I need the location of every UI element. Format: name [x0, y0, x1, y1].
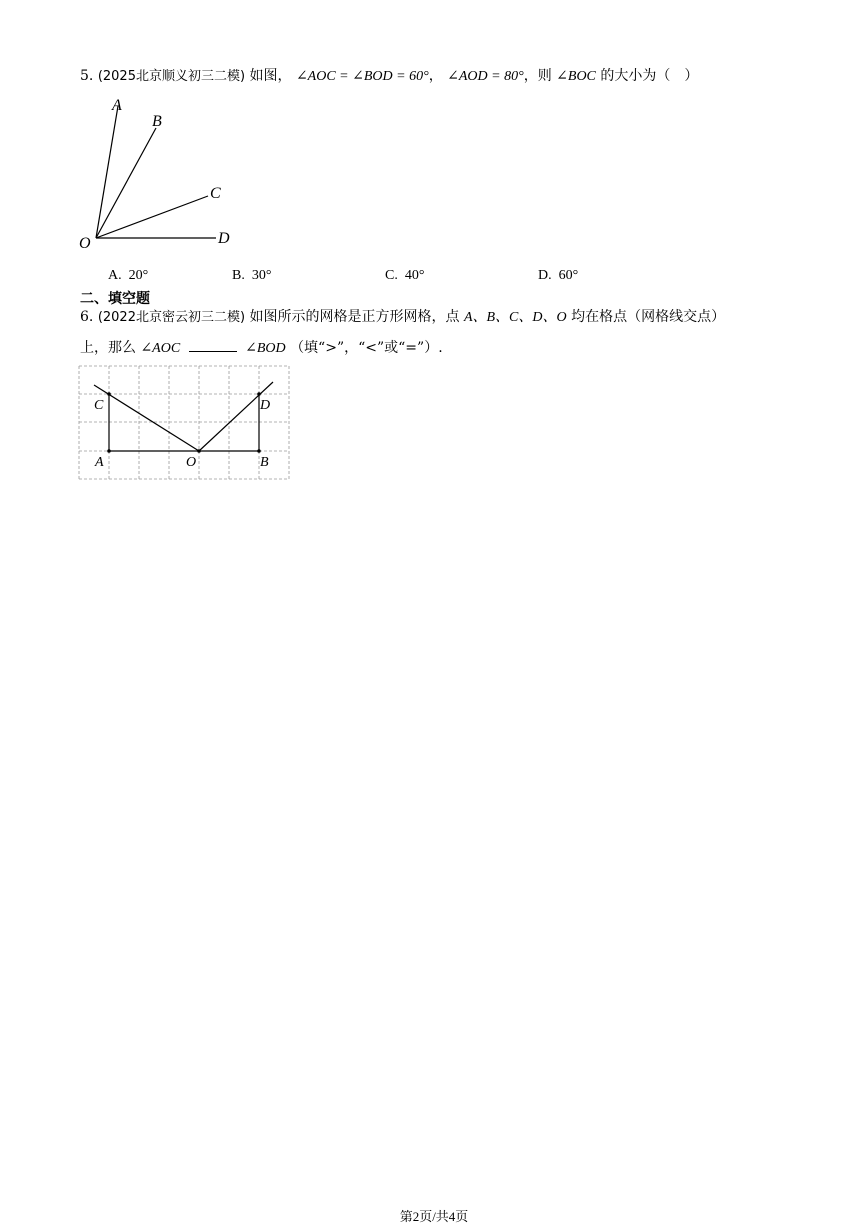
label-o: O: [79, 235, 91, 252]
q6-text-tail: 均在格点（网格线交点）: [571, 309, 726, 325]
ray-oc: [96, 196, 208, 238]
q5-choice-a[interactable]: [108, 268, 148, 284]
q6-angle-bod: ∠BOD: [245, 341, 286, 356]
grid-points: [107, 392, 261, 453]
choice-letter: B.: [232, 268, 245, 283]
q6-number: 6.: [80, 309, 94, 325]
choice-value: 30°: [251, 268, 272, 283]
choice-letter: C.: [385, 268, 398, 283]
ray-od: [199, 382, 273, 451]
q5-separator-2: ，则: [523, 68, 552, 84]
choice-letter: A.: [108, 268, 122, 283]
q5-choice-b[interactable]: [232, 268, 271, 284]
q6-points: A、B、C、D、O: [463, 310, 567, 325]
q5-source: (2025北京顺义初三二模): [97, 69, 246, 84]
q6-stem-line-2: [80, 337, 443, 359]
q5-separator-1: ，: [428, 68, 443, 84]
label-d: D: [218, 230, 230, 247]
q5-figure: [72, 92, 252, 262]
grid-lines: [79, 366, 289, 479]
label-c: C: [210, 185, 221, 202]
choice-value: 20°: [128, 268, 149, 283]
q5-stem: [80, 66, 698, 87]
q6-hint: （填“>”，“<”或“=”）.: [290, 340, 443, 356]
q5-lead: 如图，: [249, 68, 292, 84]
q5-choice-d[interactable]: [538, 268, 578, 284]
q6-angle-aoc: ∠AOC: [140, 341, 181, 356]
q5-condition-1: ∠AOC = ∠BOD = 60°: [295, 69, 429, 84]
q5-condition-2: ∠AOD = 80°: [447, 69, 524, 84]
label-a: A: [95, 455, 104, 470]
label-c: C: [94, 398, 104, 413]
label-b: B: [260, 455, 269, 470]
choice-letter: D.: [538, 268, 552, 283]
q6-text: 如图所示的网格是正方形网格，点: [249, 309, 460, 325]
q6-stem-line-1: [80, 307, 725, 328]
q5-number: 5.: [80, 68, 94, 84]
choice-value: 60°: [558, 268, 579, 283]
label-o: O: [186, 455, 197, 470]
page-footer: 第2页/共4页: [399, 1209, 469, 1224]
q5-tail: 的大小为（ ）: [600, 68, 699, 84]
choice-value: 40°: [404, 268, 425, 283]
q6-source: (2022北京密云初三二模): [97, 310, 246, 325]
section-title-fill-in: 二、填空题: [80, 291, 150, 307]
label-a: A: [112, 97, 122, 114]
q6-figure: [78, 365, 292, 483]
q5-choice-c[interactable]: [385, 268, 424, 284]
q6-lead: 上，那么: [80, 340, 136, 356]
label-b: B: [152, 113, 162, 130]
q5-target-angle: ∠BOC: [556, 69, 596, 84]
q6-answer-blank[interactable]: [189, 337, 237, 352]
figure-segments: [94, 382, 273, 451]
label-d: D: [260, 398, 271, 413]
